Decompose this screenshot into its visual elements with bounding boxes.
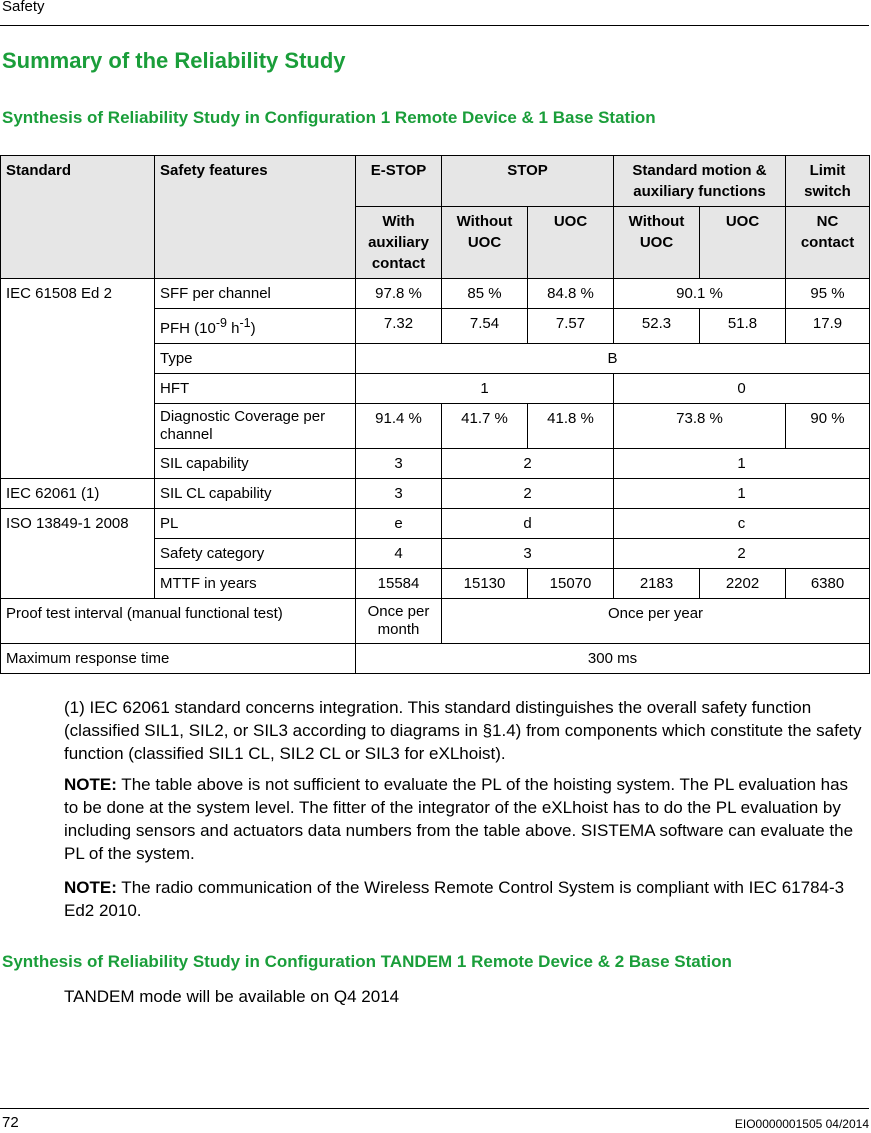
value-cell: 84.8 % (528, 279, 614, 309)
feature-label: SFF per channel (155, 279, 356, 309)
subheader-stop-uoc: UOC (528, 207, 614, 279)
value-cell: 4 (356, 539, 442, 569)
value-cell: 1 (356, 374, 614, 404)
feature-label: Maximum response time (1, 644, 356, 674)
reliability-table (0, 155, 870, 674)
subheader-stop-without-uoc: Without UOC (442, 207, 528, 279)
subheader-motion-uoc: UOC (700, 207, 786, 279)
header-divider (0, 25, 869, 26)
pfh-prefix: PFH (10 (160, 320, 216, 337)
value-cell: 85 % (442, 279, 528, 309)
value-cell: 3 (356, 479, 442, 509)
feature-label: Diagnostic Coverage per channel (155, 404, 356, 449)
note2-label: NOTE: (64, 878, 117, 897)
value-cell: 51.8 (700, 309, 786, 344)
standard-cell: IEC 62061 (1) (1, 479, 155, 509)
feature-label: Proof test interval (manual functional test) (1, 599, 356, 644)
value-cell: 2 (442, 479, 614, 509)
pfh-exp1: -9 (215, 316, 227, 330)
value-cell: 3 (442, 539, 614, 569)
col-header-standard: Standard (1, 156, 155, 279)
value-cell: 17.9 (786, 309, 870, 344)
value-cell: 300 ms (356, 644, 870, 674)
value-cell: c (614, 509, 870, 539)
value-cell: 97.8 % (356, 279, 442, 309)
table-row (1, 599, 870, 644)
feature-label (155, 309, 356, 344)
header-section-label: Safety (2, 0, 45, 15)
section2-heading: Synthesis of Reliability Study in Configuration TANDEM 1 Remote Device & 2 Base Station (2, 952, 732, 971)
standard-cell: ISO 13849-1 2008 (1, 509, 155, 599)
table-header-row (1, 156, 870, 207)
subheader-motion-without-uoc: Without UOC (614, 207, 700, 279)
pfh-suffix: ) (250, 320, 256, 337)
value-cell: 2202 (700, 569, 786, 599)
note1-label: NOTE: (64, 775, 117, 794)
col-header-estop: E-STOP (356, 156, 442, 207)
table-row (1, 644, 870, 674)
value-cell: 1 (614, 479, 870, 509)
footnote-paragraph: (1) IEC 62061 standard concerns integration. This standard distinguishes the overall safety function (classified SIL1, SIL2, or SIL3 according to diagrams in §1.4) from components which constitute the safety function (classified SIL1 CL, SIL2 CL or SIL3 for eXLhoist). (64, 698, 862, 763)
table-row (1, 509, 870, 539)
page-number: 72 (2, 1114, 19, 1131)
pfh-mid: h (226, 320, 240, 337)
value-cell: 41.7 % (442, 404, 528, 449)
value-cell: B (356, 344, 870, 374)
value-cell: 3 (356, 449, 442, 479)
note1-text: The table above is not sufficient to evaluate the PL of the hoisting system. The PL evaluation has to be done at the system level. The fitter of the integrator of the eXLhoist has to do the PL evaluation by including sensors and actuators data numbers from the table above. SISTEMA software can evaluate the PL of the system. (64, 775, 854, 863)
value-cell: 2183 (614, 569, 700, 599)
value-cell: 90 % (786, 404, 870, 449)
feature-label: PL (155, 509, 356, 539)
document-reference: EIO0000001505 04/2014 (734, 1117, 869, 1131)
value-cell: 2 (442, 449, 614, 479)
feature-label: Type (155, 344, 356, 374)
value-cell: 6380 (786, 569, 870, 599)
section1-heading: Synthesis of Reliability Study in Configuration 1 Remote Device & 1 Base Station (2, 108, 656, 127)
subheader-with-aux: With auxiliary contact (356, 207, 442, 279)
value-cell: 15130 (442, 569, 528, 599)
value-cell: 2 (614, 539, 870, 569)
value-cell: 0 (614, 374, 870, 404)
pfh-exp2: -1 (239, 316, 251, 330)
value-cell: Once per year (442, 599, 870, 644)
col-header-std-motion: Standard motion & auxiliary functions (614, 156, 786, 207)
col-header-safety-features: Safety features (155, 156, 356, 279)
note2-paragraph (64, 876, 864, 922)
value-cell: 7.57 (528, 309, 614, 344)
value-cell: 7.32 (356, 309, 442, 344)
col-header-stop: STOP (442, 156, 614, 207)
feature-label: HFT (155, 374, 356, 404)
table-row (1, 479, 870, 509)
feature-label: Safety category (155, 539, 356, 569)
value-cell: 15584 (356, 569, 442, 599)
value-cell: 73.8 % (614, 404, 786, 449)
page-title: Summary of the Reliability Study (2, 48, 346, 73)
col-header-limit-switch: Limit switch (786, 156, 870, 207)
standard-cell: IEC 61508 Ed 2 (1, 279, 155, 479)
note1-paragraph (64, 773, 864, 865)
subheader-nc-contact: NC contact (786, 207, 870, 279)
feature-label: MTTF in years (155, 569, 356, 599)
value-cell: 41.8 % (528, 404, 614, 449)
value-cell: e (356, 509, 442, 539)
value-cell: 7.54 (442, 309, 528, 344)
value-cell: 15070 (528, 569, 614, 599)
note2-text: The radio communication of the Wireless Remote Control System is compliant with IEC 61784-3 Ed2 2010. (64, 878, 845, 920)
footer-divider (0, 1108, 869, 1109)
value-cell: 1 (614, 449, 870, 479)
feature-label: SIL CL capability (155, 479, 356, 509)
value-cell: 91.4 % (356, 404, 442, 449)
value-cell: 90.1 % (614, 279, 786, 309)
value-cell: d (442, 509, 614, 539)
feature-label: SIL capability (155, 449, 356, 479)
value-cell: 95 % (786, 279, 870, 309)
value-cell: 52.3 (614, 309, 700, 344)
value-cell: Once per month (356, 599, 442, 644)
section2-text: TANDEM mode will be available on Q4 2014 (64, 987, 400, 1006)
table-row (1, 279, 870, 309)
